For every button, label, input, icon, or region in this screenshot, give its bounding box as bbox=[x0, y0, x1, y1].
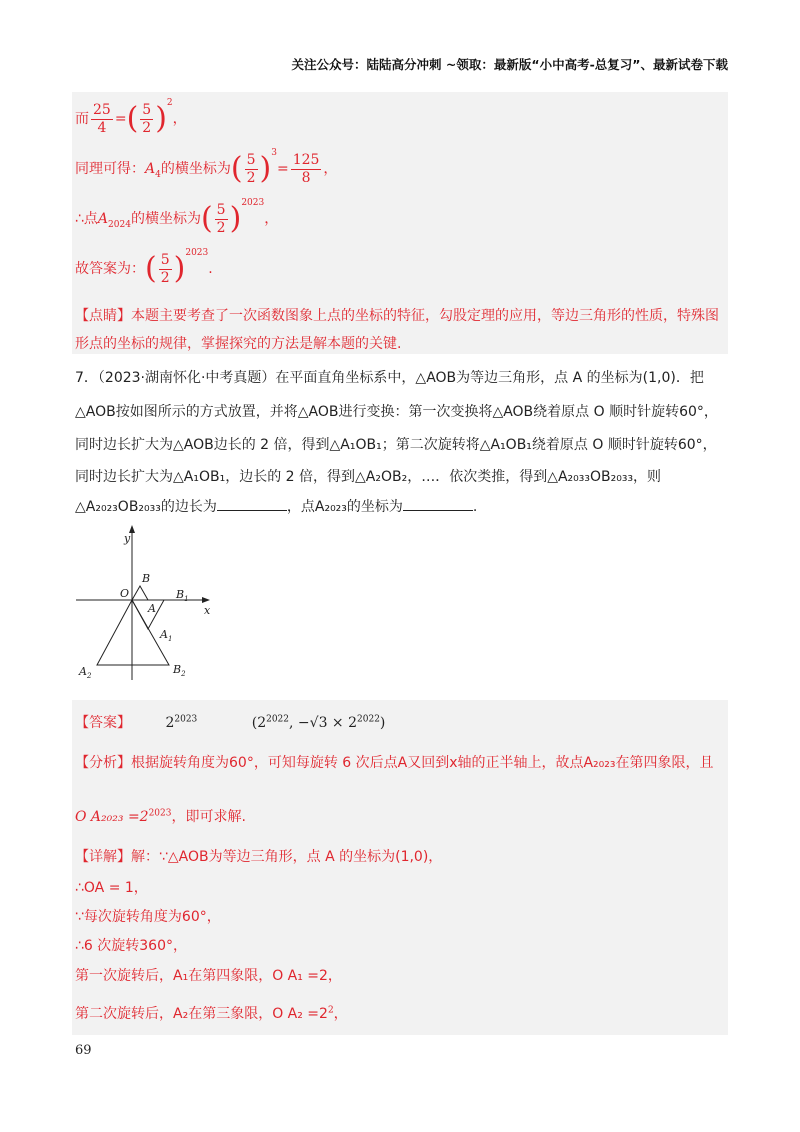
label-b: B bbox=[142, 572, 151, 585]
answer-tag: 【答案】 bbox=[75, 715, 131, 731]
answer-value-1: $2^{2023}$ bbox=[165, 714, 198, 731]
detail-line-4: ∴6 次旋转360°， bbox=[75, 938, 187, 954]
label-a2: $A_2$ bbox=[79, 665, 92, 680]
solution-line-4: 故答案为：( $\frac{5}{2}$ )$^{2023}$. bbox=[75, 248, 213, 286]
detail-line-6: 第二次旋转后，A₂在第三象限，O $A_2 =2^2$， bbox=[75, 1005, 348, 1022]
solution-line-2: 同理可得：$A_4$的横坐标为( $\frac{5}{2}$ )$^3$= $\frac{125}{8}$ ， bbox=[75, 148, 338, 186]
analysis-line-1: 【分析】根据旋转角度为60°，可知每旋转 6 次后点A又回到x轴的正半轴上，故点A₂₀₂₃在第四象限，且 bbox=[75, 755, 714, 771]
detail-line-1: 【详解】解：∵△AOB为等边三角形，点 A 的坐标为(1,0)， bbox=[75, 849, 443, 865]
rotation-figure bbox=[72, 525, 222, 685]
comment-tag: 【点睛】 bbox=[75, 308, 131, 324]
comment-line-1: 【点睛】本题主要考查了一次函数图象上点的坐标的特征，勾股定理的应用，等边三角形的性质，特殊图 bbox=[75, 308, 719, 324]
page-header: 关注公众号：陆陆高分冲刺 ~领取：最新版“小中高考-总复习”、最新试卷下载 bbox=[291, 57, 728, 72]
answer-value-2: ($2^{2022}$, $-√3 \times 2^{2022}$) bbox=[251, 714, 386, 731]
detail-line-5: 第一次旋转后，A₁在第四象限，O A₁ =2， bbox=[75, 968, 342, 984]
triangle-AOB bbox=[132, 586, 148, 600]
label-a1: $A_1$ bbox=[160, 628, 173, 643]
page-number: 69 bbox=[75, 1043, 92, 1058]
label-o: O bbox=[120, 587, 130, 600]
analysis-tag: 【分析】 bbox=[75, 755, 131, 771]
answer-blank-2 bbox=[403, 509, 473, 511]
label-b2: $B_2$ bbox=[173, 663, 186, 678]
detail-tag: 【详解】 bbox=[75, 849, 131, 865]
solution-line-3: ∴点$A_{2024}$的横坐标为( $\frac{5}{2}$ )$^{2023}$， bbox=[75, 198, 279, 236]
question-line-1: 7．（2023·湖南怀化·中考真题）在平面直角坐标系中，△AOB为等边三角形，点 A 的坐标为(1,0)．把 bbox=[75, 370, 704, 386]
label-y: y bbox=[124, 532, 131, 545]
comment-line-2: 形点的坐标的规律，掌握探究的方法是解本题的关键. bbox=[75, 336, 402, 352]
x-axis-arrow bbox=[202, 597, 210, 603]
question-line-3: 同时边长扩大为△AOB边长的 2 倍，得到△A₁OB₁；第二次旋转将△A₁OB₁绕着原点 O 顺时针旋转60°， bbox=[75, 437, 717, 453]
question-line-2: △AOB按如图所示的方式放置，并将△AOB进行变换：第一次变换将△AOB绕着原点 O 顺时针旋转60°， bbox=[75, 404, 718, 420]
answer-line bbox=[75, 712, 385, 732]
answer-blank-1 bbox=[217, 509, 287, 511]
fraction: $\frac{25}{4}$ bbox=[93, 102, 111, 136]
label-a: A bbox=[148, 602, 156, 615]
label-b1: $B_1$ bbox=[176, 588, 189, 603]
detail-line-2: ∴OA = 1， bbox=[75, 880, 148, 896]
analysis-line-2: O $A_{2023} =2^{2023}$，即可求解. bbox=[75, 808, 246, 825]
question-line-4: 同时边长扩大为△A₁OB₁，边长的 2 倍，得到△A₂OB₂，…．依次类推，得到△A₂₀₃₃OB₂₀₃₃，则 bbox=[75, 469, 662, 485]
solution-line-1: 而 $\frac{25}{4}$ =( $\frac{5}{2}$ )$^2$， bbox=[75, 98, 187, 136]
question-line-5: △A₂₀₂₃OB₂₀₃₃的边长为 ，点A₂₀₂₃的坐标为 . bbox=[75, 499, 478, 515]
detail-line-3: ∵每次旋转角度为60°， bbox=[75, 909, 221, 925]
label-x: x bbox=[204, 604, 211, 617]
